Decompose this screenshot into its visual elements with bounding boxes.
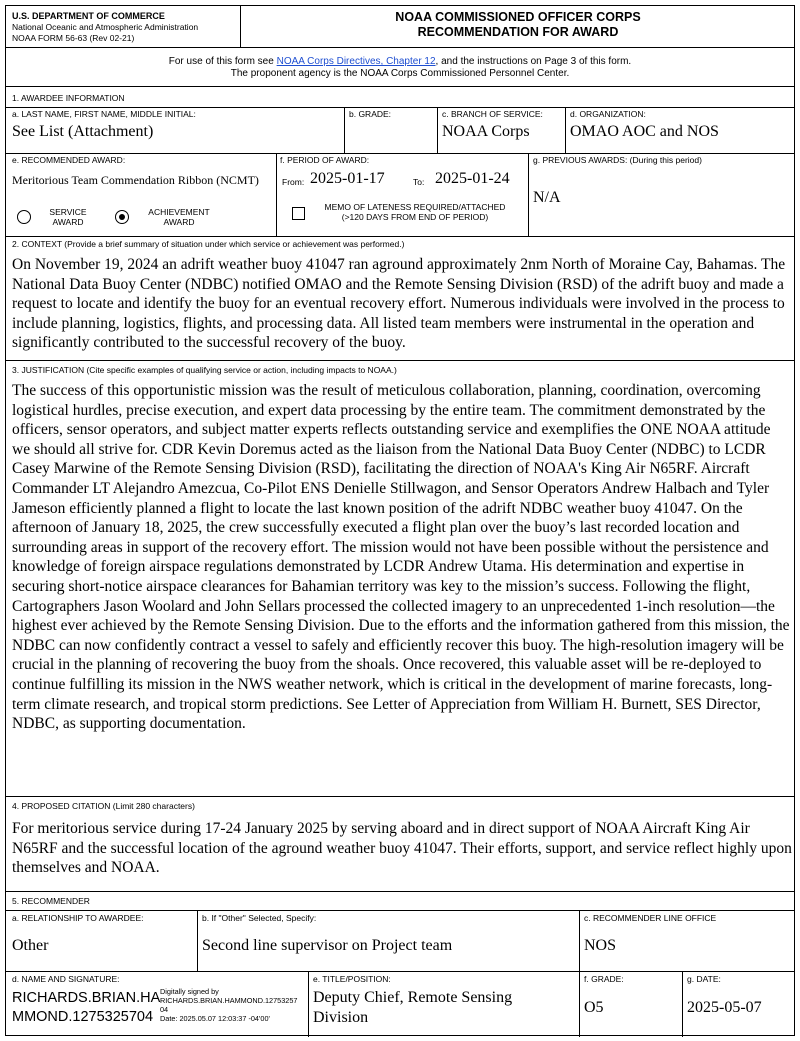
previous-awards-field[interactable]: N/A bbox=[533, 189, 561, 206]
organization-field[interactable]: OMAO AOC and NOS bbox=[570, 123, 719, 140]
intro-line2: The proponent agency is the NOAA Corps Commissioned Personnel Center. bbox=[230, 68, 570, 79]
context-heading: 2. CONTEXT (Provide a brief summary of situation under which service or achievement was performed.) bbox=[12, 239, 405, 249]
line-office-field[interactable]: NOS bbox=[584, 937, 617, 954]
memo-lateness-checkbox[interactable] bbox=[292, 207, 305, 220]
organization-label: d. ORGANIZATION: bbox=[570, 109, 646, 119]
award-field[interactable]: Meritorious Team Commendation Ribbon (NCMT) bbox=[12, 173, 259, 187]
name-signature-label: d. NAME AND SIGNATURE: bbox=[12, 974, 120, 984]
agency-name: National Oceanic and Atmospheric Administration bbox=[12, 22, 199, 32]
radio-selected-dot bbox=[119, 214, 125, 220]
directives-link[interactable]: NOAA Corps Directives, Chapter 12 bbox=[276, 56, 436, 67]
award-form bbox=[5, 5, 795, 1036]
from-date-field[interactable]: 2025-01-17 bbox=[310, 170, 385, 187]
grade-label: b. GRADE: bbox=[349, 109, 392, 119]
form-title-line2: RECOMMENDATION FOR AWARD bbox=[417, 25, 619, 39]
justification-text[interactable]: The success of this opportunistic mission was the result of meticulous collaboration, planning, coordination, overcoming logistical hurdles, precise execution, and expert data processing by the entire team. The commitment demonstrated by the officers, sensor operators, and subject matter experts reflects outstanding service and exemplifies the ONE NOAA attitude we should all strive for. CDR Kevin Doremus acted as the liaison from the National Data Buoy Center (NDBC) to LCDR Casey Marwine of the Remote Sensing Division (RSD), facilitating the direction of NOAA's King Air N65RF. Aircraft Commander LT Alejandro Amezcua, Co-Pilot ENS Denielle Stillwagon, and Sensor Operators Andrew Halbach and Tyler Jameson efficiently planned a flight to locate the last known position of the adrift NDBC weather buoy 41047. On the afternoon of January 18, 2025, the crew successfully executed a flight plan over the buoy’s last recorded location and surrounding areas in support of the recovery effort. The mission would not have been possible without the persistence and knowledge of foreign airspace regulations demonstrated by LCDR Andrew Utama. His determination and expertise in securing short-notice airspace clearances for Bahamian territory was key to the mission’s success. Following the flight, Cartographers Jason Woolard and John Sellars processed the collected imagery to an unprecedented 1-inch resolution—the highest ever achieved by the Remote Sensing Division. Due to the efforts and the information gathered from this mission, the NDBC can now confidently contract a vessel to safely and efficiently recover this buoy. The high-resolution imagery will be crucial in the planning of recovering the buoy from the shoals. Once recovered, this valuable asset will be re-deployed to continue fulfilling its mission in the NWS weather network, which is critical in the development of marine forecasts, long-term climate research, and tropical storm predictions. See Letter of Appreciation from William H. Burnett, SES Director, NDBC, as supporting documentation. bbox=[12, 382, 790, 733]
digital-signature-details: Digitally signed by RICHARDS.BRIAN.HAMMOND.12753257 04 Date: 2025.05.07 12:03:37 -04'00' bbox=[160, 987, 298, 1023]
relationship-label: a. RELATIONSHIP TO AWARDEE: bbox=[12, 913, 144, 923]
award-label: e. RECOMMENDED AWARD: bbox=[12, 155, 126, 165]
citation-heading: 4. PROPOSED CITATION (Limit 280 characters) bbox=[12, 801, 195, 811]
dept-name: U.S. DEPARTMENT OF COMMERCE bbox=[12, 11, 165, 21]
branch-field[interactable]: NOAA Corps bbox=[442, 123, 530, 140]
achievement-award-label: ACHIEVEMENT bbox=[148, 207, 210, 217]
citation-text[interactable]: For meritorious service during 17-24 January 2025 by serving aboard and in direct support of NOAA Aircraft King Air N65RF and the successful location of the aground weather buoy 41047. Their efforts, support, and service reflect highly upon themselves and NOAA. bbox=[12, 820, 792, 877]
service-award-label: SERVICE bbox=[49, 207, 87, 217]
date-label: g. DATE: bbox=[687, 974, 721, 984]
recommender-heading: 5. RECOMMENDER bbox=[12, 896, 90, 906]
date-field[interactable]: 2025-05-07 bbox=[687, 999, 762, 1016]
title-position-label: e. TITLE/POSITION: bbox=[313, 974, 391, 984]
other-specify-field[interactable]: Second line supervisor on Project team bbox=[202, 937, 453, 954]
achievement-award-label-2: AWARD bbox=[163, 217, 195, 227]
previous-awards-label: g. PREVIOUS AWARDS: (During this period) bbox=[533, 155, 702, 165]
justification-heading: 3. JUSTIFICATION (Cite specific examples of qualifying service or action, including impacts to NOAA.) bbox=[12, 365, 397, 375]
recommender-grade-field[interactable]: O5 bbox=[584, 999, 604, 1016]
intro-line1: For use of this form see NOAA Corps Directives, Chapter 12, and the instructions on Page 3 of this form. bbox=[168, 56, 632, 67]
to-label: To: bbox=[413, 177, 425, 187]
line-office-label: c. RECOMMENDER LINE OFFICE bbox=[584, 913, 717, 923]
form-title-line1: NOAA COMMISSIONED OFFICER CORPS bbox=[395, 10, 641, 24]
recommender-grade-label: f. GRADE: bbox=[584, 974, 624, 984]
name-field[interactable]: See List (Attachment) bbox=[12, 123, 154, 140]
other-specify-label: b. If "Other" Selected, Specify: bbox=[202, 913, 317, 923]
signature-name[interactable]: RICHARDS.BRIAN.HA MMOND.1275325704 bbox=[12, 990, 161, 1025]
memo-lateness-label: MEMO OF LATENESS REQUIRED/ATTACHED bbox=[324, 202, 506, 212]
section1-heading: 1. AWARDEE INFORMATION bbox=[12, 93, 125, 103]
to-date-field[interactable]: 2025-01-24 bbox=[435, 170, 510, 187]
branch-label: c. BRANCH OF SERVICE: bbox=[442, 109, 543, 119]
achievement-award-radio[interactable] bbox=[115, 210, 129, 224]
service-award-radio[interactable] bbox=[17, 210, 31, 224]
title-position-field[interactable]: Deputy Chief, Remote Sensing Division bbox=[313, 989, 513, 1026]
memo-lateness-sublabel: (>120 DAYS FROM END OF PERIOD) bbox=[341, 212, 489, 222]
relationship-field[interactable]: Other bbox=[12, 937, 49, 954]
service-award-label-2: AWARD bbox=[52, 217, 84, 227]
context-text[interactable]: On November 19, 2024 an adrift weather buoy 41047 ran aground approximately 2nm North of Moraine Cay, Bahamas. The National Data Buoy Center (NDBC) notified OMAO and the Remote Sensing Division (RSD) of the adrift buoy and made a request to locate and identify the buoy for an eventual recovery effort. Numerous individuals were involved in the process to include planning, logistics, flights, and processing data. All listed team members were instrumental in the operation and significantly contributed to the successful recovery of the buoy. bbox=[12, 256, 786, 352]
form-number: NOAA FORM 56-63 (Rev 02-21) bbox=[12, 33, 135, 43]
name-label: a. LAST NAME, FIRST NAME, MIDDLE INITIAL: bbox=[12, 109, 196, 119]
from-label: From: bbox=[282, 177, 305, 187]
period-label: f. PERIOD OF AWARD: bbox=[280, 155, 370, 165]
